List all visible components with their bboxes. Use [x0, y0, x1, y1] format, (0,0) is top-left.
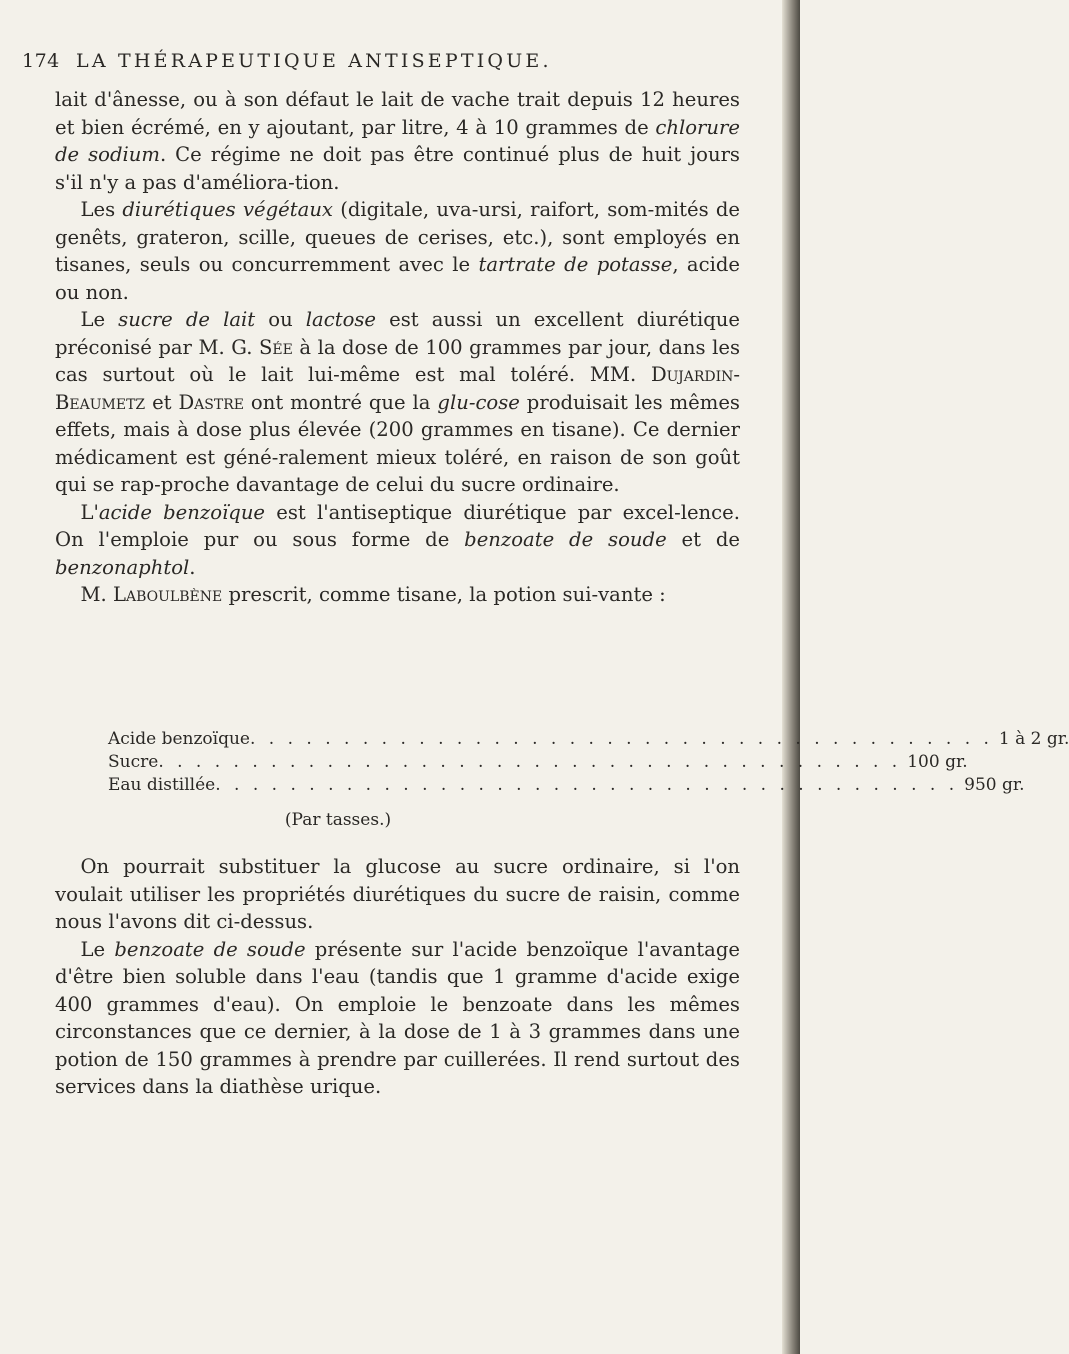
text-run: (digitale, uva-ursi, raifort, som-mités de genêts, grateron, scille, queues de cerises, etc.), sont employés en tisanes, seuls ou concurremment avec le [55, 198, 740, 276]
quantity: 100 gr. [907, 752, 968, 772]
italic-term: chlorure de sodium [55, 115, 740, 166]
page-header [22, 50, 760, 78]
italic-term: glu-cose [437, 390, 520, 414]
text-run: , acide ou non. [55, 253, 740, 304]
ingredient: Eau distillée [108, 775, 216, 795]
paragraph-6: On pourrait substituer la glucose au sucre ordinaire, si l'on voulait utiliser les propriétés diurétiques du sucre de raisin, comme nous l'avons dit ci-dessus. [55, 855, 740, 933]
paragraph-7 [55, 936, 740, 1101]
italic-term: benzoate de soude [464, 528, 667, 551]
text-run: et de [666, 528, 740, 551]
author-name: Dujardin-Beaumetz [55, 363, 740, 414]
page-edge-shadow [782, 0, 800, 1354]
text-run: présente sur l'acide benzoïque l'avantage d'être bien soluble dans l'eau (tandis que 1 gramme d'acide exige 400 grammes d'eau). On emploie le benzoate dans les mêmes circonstances que ce dernier, à la dose de 1 à 3 grammes dans une potion de 150 grammes à prendre par cuillerées. Il rend surtout des services dans la diathèse urique. [55, 937, 740, 1098]
italic-term: benzonaphtol [55, 555, 190, 579]
text-run: Le [80, 308, 119, 331]
leader-dots: . . . . . . . . . . . . . . . . . . . . . . . . . . . . . . . . . . . . . . . . [215, 775, 959, 795]
body-text-bottom [55, 853, 740, 1101]
leader-dots: . . . . . . . . . . . . . . . . . . . . . . . . . . . . . . . . . . . . . . . . [158, 752, 902, 772]
author-name: Sée [258, 335, 293, 359]
body-text-top [55, 86, 740, 609]
text-run: Le [80, 937, 115, 961]
quantity: 950 gr. [964, 775, 1025, 795]
paragraph-2 [55, 196, 740, 306]
ingredient: Sucre [108, 752, 159, 772]
running-head: LA THÉRAPEUTIQUE ANTISEPTIQUE. [76, 50, 552, 72]
text-run: lait d'ânesse, ou à son défaut le lait de vache trait depuis 12 heures et bien écrémé, en y ajoutant, par litre, 4 à 10 grammes de [55, 88, 740, 139]
prescription-formula [108, 728, 1069, 832]
paragraph-1 [55, 86, 740, 196]
text-run: L' [80, 500, 99, 524]
italic-term: acide benzoïque [98, 500, 266, 524]
ingredient: Acide benzoïque [108, 729, 250, 749]
text-run: . Ce régime ne doit pas être continué plus de huit jours s'il n'y a pas d'améliora-tion. [55, 143, 740, 194]
text-run: à la dose de 100 grammes par jour, dans les cas surtout où le lait lui-même est mal toléré. MM. [55, 335, 740, 386]
text-run: et [145, 390, 179, 414]
italic-term: benzoate de soude [114, 937, 306, 961]
text-run: prescrit, comme tisane, la potion sui-vante : [222, 583, 666, 606]
italic-term: sucre de lait [118, 308, 256, 331]
paragraph-3 [55, 306, 740, 499]
formula-row [108, 751, 968, 774]
author-name: M. Laboulbène [80, 583, 223, 606]
formula-row [108, 774, 1025, 797]
italic-term: diurétiques végétaux [122, 198, 333, 221]
text-run: produisait les mêmes effets, mais à dose plus élevée (200 grammes en tisane). Ce dernier médicament est géné-ralement mieux toléré, en raison de son goût qui se rap-proche davantage de celui du sucre ordinaire. [55, 390, 740, 496]
author-name: Dastre [178, 390, 244, 414]
italic-term: tartrate de potasse [478, 253, 673, 276]
italic-term: lactose [305, 308, 377, 331]
text-run: Les [80, 198, 123, 221]
page-number: 174 [22, 50, 60, 72]
text-run: est l'antiseptique diurétique par excel-lence. On l'emploie pur ou sous forme de [55, 500, 740, 551]
formula-note: (Par tasses.) [284, 810, 392, 830]
leader-dots: . . . . . . . . . . . . . . . . . . . . . . . . . . . . . . . . . . . . . . . . [250, 729, 993, 749]
formula-row [108, 728, 1069, 751]
paragraph-5 [55, 581, 740, 609]
paragraph-4 [55, 499, 740, 582]
quantity: 1 à 2 gr. [998, 729, 1069, 749]
text-run: ou [255, 308, 306, 331]
text-run: ont montré que la [243, 390, 438, 414]
text-run: est aussi un excellent diurétique préconisé par M. G. [55, 308, 741, 359]
text-run: . [189, 555, 196, 579]
